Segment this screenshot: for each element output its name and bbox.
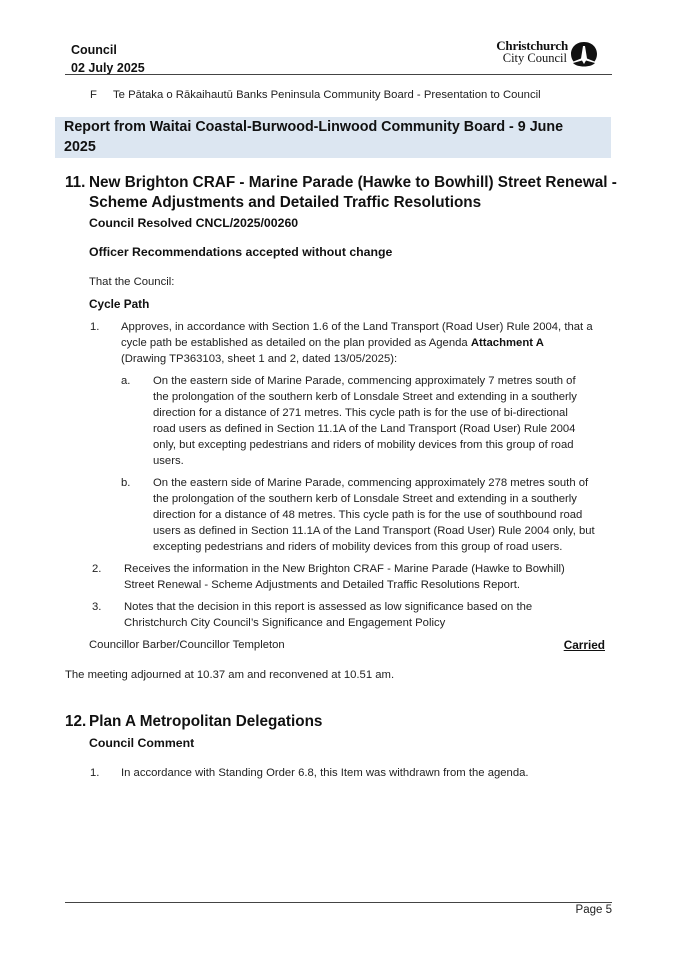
item-12-point-text: In accordance with Standing Order 6.8, this Item was withdrawn from the agenda. [121,767,529,779]
header-divider [65,74,612,75]
logo-line2: City Council [502,51,567,65]
subpoint-a-line: direction for a distance of 271 metres. This cycle path is for the use of bi-directional [153,407,568,419]
resolution-intro: That the Council: [89,276,175,288]
logo-line1: Christchurch [496,38,568,53]
council-comment-heading: Council Comment [89,736,195,750]
point-2-line: Street Renewal - Scheme Adjustments and Detailed Traffic Resolutions Report. [124,579,521,591]
cathedral-emblem-icon [570,41,598,67]
point-1-number: 1. [90,321,100,333]
item-12-title: Plan A Metropolitan Delegations [89,713,323,730]
subpoint-b-line: On the eastern side of Marine Parade, commencing approximately 278 metres south of [153,477,589,489]
subpoint-b-line: direction for a distance of 48 metres. This cycle path is for the use of southbound road [153,509,583,521]
subpoint-a-line: the prolongation of the southern kerb of Lonsdale Street and extending in a southerly [153,391,577,403]
subpoint-b-line: users as defined in Section 11.1A of the Land Transport (Road User) Rule 2004 only, but [153,525,595,537]
subpoint-a-line: users. [153,455,184,467]
movers: Councillor Barber/Councillor Templeton [89,639,285,651]
council-logo [480,40,600,70]
page-number: Page 5 [575,904,612,916]
officer-recommendations-heading: Officer Recommendations accepted without change [89,245,393,259]
item-12-point-number: 1. [90,767,100,779]
point-3-line: Notes that the decision in this report is assessed as low significance based on the [124,601,533,613]
item-11-title-line1: New Brighton CRAF - Marine Parade (Hawke to Bowhill) Street Renewal - [89,174,617,191]
header-meeting-date: 02 July 2025 [71,61,145,75]
footer-divider [65,902,612,903]
attachment-letter: F [90,89,97,101]
point-1-line3: (Drawing TP363103, sheet 1 and 2, dated 13/05/2025): [121,353,398,365]
header-meeting-name: Council [71,43,117,57]
item-11-number: 11. [65,174,86,191]
subpoint-a-line: On the eastern side of Marine Parade, commencing approximately 7 metres south of [153,375,576,387]
attachment-title: Te Pātaka o Rākaihautū Banks Peninsula Community Board - Presentation to Council [113,89,541,101]
item-12-number: 12. [65,713,87,730]
subpoint-a-letter: a. [121,375,131,387]
point-2-line: Receives the information in the New Brighton CRAF - Marine Parade (Hawke to Bowhill) [124,563,565,575]
point-3-number: 3. [92,601,102,613]
point-1-line2: cycle path be established as detailed on the plan provided as Agenda Attachment A [121,337,544,349]
point-3-line: Christchurch City Council’s Significance and Engagement Policy [124,617,446,629]
adjournment-note: The meeting adjourned at 10.37 am and reconvened at 10.51 am. [65,669,395,681]
item-11-title-line2: Scheme Adjustments and Detailed Traffic Resolutions [89,194,482,211]
subpoint-a-line: only, but excepting pedestrians and riders of mobility devices from this group of road [153,439,574,451]
subpoint-b-line: excepting pedestrians and riders of mobility devices from this group of road users. [153,541,563,553]
item-11-resolution: Council Resolved CNCL/2025/00260 [89,216,299,230]
report-banner-title: Report from Waitai Coastal-Burwood-Linwood Community Board - 9 June 2025 [64,119,564,155]
subpoint-a-line: road users as defined in Section 11.1A of the Land Transport (Road User) Rule 2004 [153,423,576,435]
attachment-a-reference: Attachment A [470,337,544,349]
cycle-path-heading: Cycle Path [89,297,150,311]
report-banner [55,117,611,158]
point-1-line1: Approves, in accordance with Section 1.6 of the Land Transport (Road User) Rule 2004, that a [121,321,593,333]
point-2-number: 2. [92,563,102,575]
document-header [71,41,145,77]
subpoint-b-line: the prolongation of the southern kerb of Lonsdale Street and extending in a southerly [153,493,577,505]
subpoint-b-letter: b. [121,477,131,489]
outcome-carried: Carried [563,638,605,652]
